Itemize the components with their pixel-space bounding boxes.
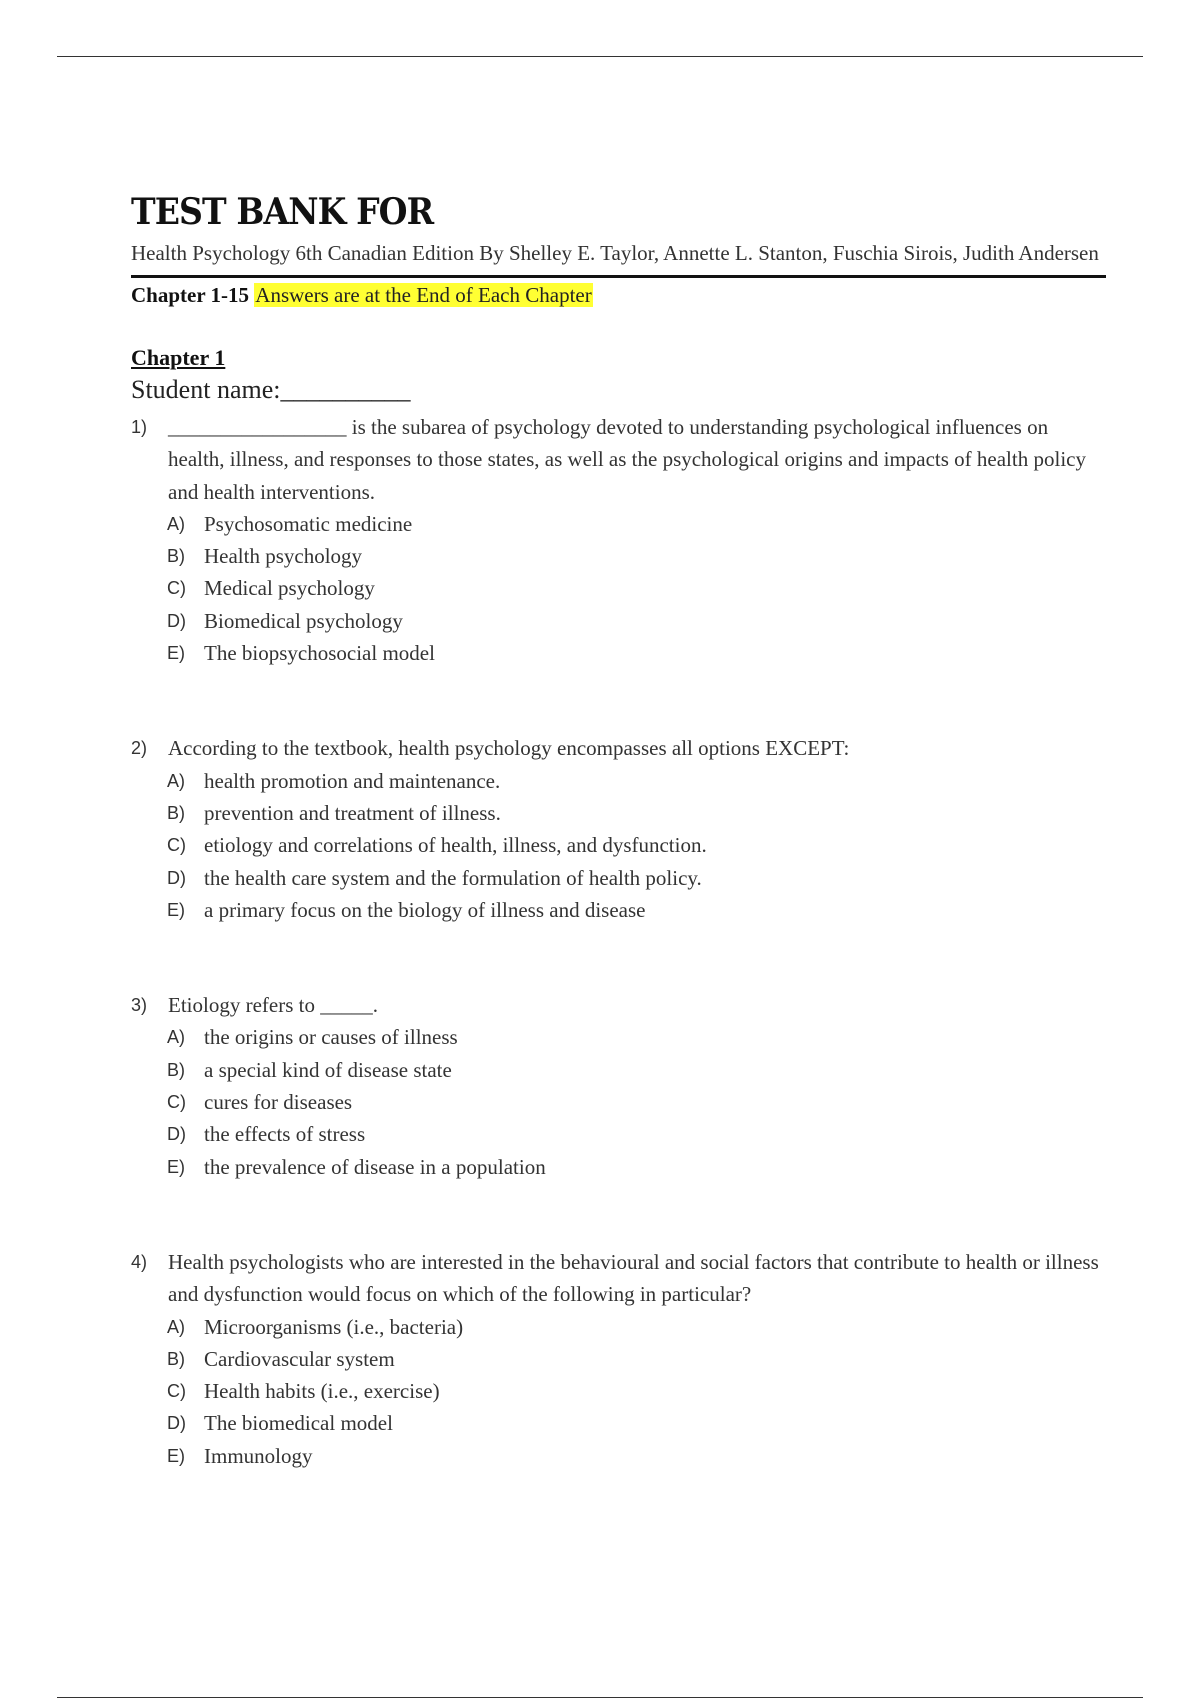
question-block: [131, 411, 1106, 669]
option-text: The biopsychosocial model: [204, 641, 435, 666]
option: [131, 797, 1106, 829]
option: [131, 1343, 1106, 1375]
option: [131, 637, 1106, 669]
option-text: Biomedical psychology: [204, 608, 403, 633]
option-label: A): [167, 770, 185, 791]
option-label: C): [167, 1092, 186, 1113]
option-text: Health habits (i.e., exercise): [204, 1379, 440, 1404]
question-number: 2): [131, 738, 148, 759]
question: [131, 411, 1106, 508]
question-number: 3): [131, 995, 148, 1016]
question: [131, 989, 1106, 1021]
option-text: cures for diseases: [204, 1090, 353, 1115]
option-label: E): [167, 1445, 185, 1466]
option-text: Health psychology: [204, 544, 363, 569]
option-text: the origins or causes of illness: [204, 1025, 458, 1050]
document-subtitle: Health Psychology 6th Canadian Edition By Shelley E. Taylor, Annette L. Stanton, Fuschia Sirois, Judith Andersen: [131, 241, 1099, 265]
option-label: D): [167, 867, 186, 888]
option-text: Medical psychology: [204, 576, 375, 601]
option: [131, 1375, 1106, 1407]
page-bottom-rule: [57, 1697, 1143, 1698]
question-block: [131, 732, 1106, 926]
option-label: A): [167, 513, 185, 534]
option-label: A): [167, 1316, 185, 1337]
option: [131, 572, 1106, 604]
option: [131, 508, 1106, 540]
option: [131, 1440, 1106, 1472]
option: [131, 540, 1106, 572]
answers-note-highlight: Answers are at the End of Each Chapter: [255, 283, 592, 307]
option-list: [131, 765, 1106, 926]
spacer: [131, 926, 1106, 989]
option: [131, 765, 1106, 797]
option-text: a special kind of disease state: [204, 1057, 452, 1082]
option-label: B): [167, 1348, 185, 1369]
question: [131, 1246, 1106, 1311]
question-number: 4): [131, 1251, 148, 1272]
document-title: TEST BANK FOR: [131, 191, 434, 233]
option: [131, 1086, 1106, 1118]
question-block: [131, 1246, 1106, 1472]
spacer: [131, 1183, 1106, 1246]
option-label: B): [167, 802, 185, 823]
option-text: Microorganisms (i.e., bacteria): [204, 1314, 464, 1339]
option-label: C): [167, 835, 186, 856]
option-label: D): [167, 1413, 186, 1434]
option-text: Immunology: [204, 1443, 313, 1468]
student-name-line: Student name:__________: [131, 375, 411, 404]
option-list: [131, 1021, 1106, 1182]
option: [131, 894, 1106, 926]
option-text: a primary focus on the biology of illness and disease: [204, 897, 646, 922]
option: [131, 1311, 1106, 1343]
question-number: 1): [131, 417, 148, 437]
option: [131, 1021, 1106, 1053]
option-text: etiology and correlations of health, illness, and dysfunction.: [204, 833, 707, 858]
option: [131, 1407, 1106, 1439]
chapter-heading: Chapter 1: [131, 345, 226, 370]
question-list: [131, 411, 1106, 1472]
question-text: _________________ is the subarea of psychology devoted to understanding psychological influences on health, illness, and responses to those states, as well as the psychological origins and impacts of health policy and health interventions.: [168, 415, 1086, 504]
option-text: health promotion and maintenance.: [204, 768, 501, 793]
option-text: The biomedical model: [204, 1411, 393, 1436]
option-list: [131, 1311, 1106, 1472]
option-label: D): [167, 610, 186, 631]
option-text: the health care system and the formulation of health policy.: [204, 865, 702, 890]
question-text: According to the textbook, health psychology encompasses all options EXCEPT:: [168, 736, 850, 761]
option-text: the effects of stress: [204, 1122, 366, 1147]
question-text: Etiology refers to _____.: [168, 993, 378, 1018]
document-body: [131, 190, 1106, 1472]
option-label: B): [167, 546, 185, 567]
question: [131, 732, 1106, 764]
page-top-rule: [57, 56, 1143, 57]
option-text: the prevalence of disease in a population: [204, 1154, 546, 1179]
chapters-line: [131, 279, 1106, 311]
option-list: [131, 508, 1106, 669]
option: [131, 1151, 1106, 1183]
header-divider: [131, 275, 1106, 278]
option: [131, 829, 1106, 861]
option: [131, 605, 1106, 637]
option: [131, 862, 1106, 894]
option-label: E): [167, 899, 185, 920]
option-text: Cardiovascular system: [204, 1346, 395, 1371]
question-text: Health psychologists who are interested in the behavioural and social factors that contribute to health or illness and dysfunction would focus on which of the following in particular?: [168, 1249, 1099, 1307]
spacer: [131, 669, 1106, 732]
option-text: Psychosomatic medicine: [204, 511, 413, 536]
option-label: C): [167, 1381, 186, 1402]
option-label: B): [167, 1059, 185, 1080]
option: [131, 1118, 1106, 1150]
option-label: E): [167, 643, 185, 664]
option-label: D): [167, 1124, 186, 1145]
option: [131, 1054, 1106, 1086]
option-label: C): [167, 578, 186, 599]
question-block: [131, 989, 1106, 1183]
option-label: E): [167, 1156, 185, 1177]
option-text: prevention and treatment of illness.: [204, 800, 501, 825]
option-label: A): [167, 1027, 185, 1048]
chapters-range: Chapter 1-15: [131, 283, 250, 307]
